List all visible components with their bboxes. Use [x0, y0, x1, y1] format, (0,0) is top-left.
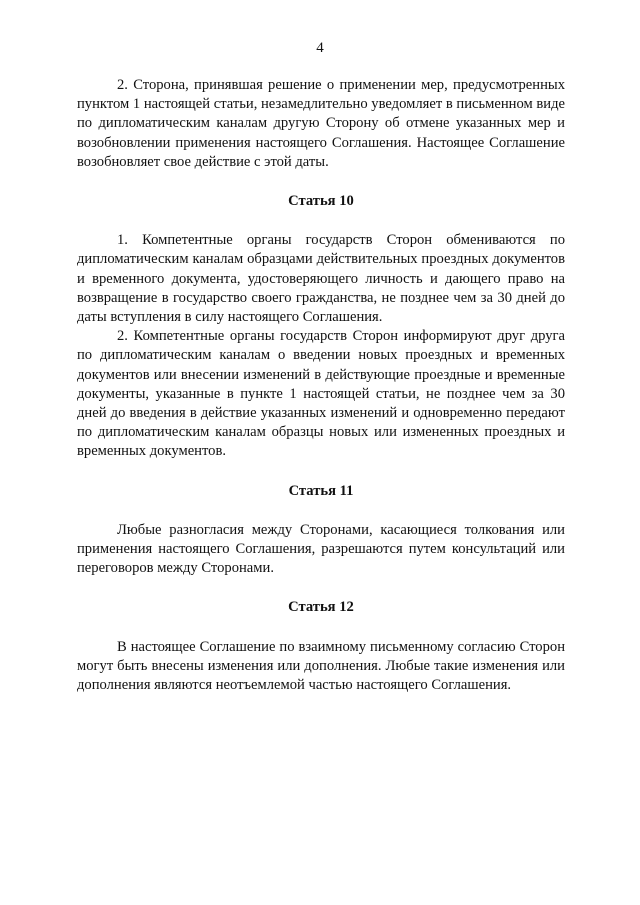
document-body [77, 76, 565, 695]
paragraph-article10-item2: 2. Компетентные органы государств Сторон информируют друг друга по дипломатическим каналам о введении новых проездных и временных документов или внесении изменений в действующие проездные и временные документы, указанные в пункте 1 настоящей статьи, не позднее чем за 30 дней до введения в действие указанных изменений и одновременно передают по дипломатическим каналам образцы новых или измененных проездных и временных документов. [77, 328, 565, 460]
paragraph-article11: Любые разногласия между Сторонами, касающиеся толкования или применения настоящего Соглашения, разрешаются путем консультаций или переговоров между Сторонами. [77, 521, 565, 577]
article-11-heading: Статья 11 [288, 482, 354, 499]
paragraph-article10-item1: 1. Компетентные органы государств Сторон обмениваются по дипломатическим каналам образцами действительных проездных документов и временного документа, удостоверяющего личность и дающего право на возвращение в государство своего гражданства, не позднее чем за 30 дней до даты вступления в силу настоящего Соглашения. [77, 232, 565, 326]
article-10-heading: Статья 10 [288, 193, 354, 210]
paragraph-article12: В настоящее Соглашение по взаимному письменному согласию Сторон могут быть внесены изменения или дополнения. Любые такие изменения или дополнения являются неотъемлемой частью настоящего Соглашения. [77, 638, 565, 694]
article-12-heading: Статья 12 [288, 599, 354, 616]
page-number: 4 [316, 40, 324, 56]
paragraph-article9-item2: 2. Сторона, принявшая решение о применении мер, предусмотренных пунктом 1 настоящей статьи, незамедлительно уведомляет в письменном виде по дипломатическим каналам другую Сторону об отмене указанных мер и возобновлении применения настоящего Соглашения. Настоящее Соглашение возобновляет свое действие с этой даты. [77, 77, 565, 170]
